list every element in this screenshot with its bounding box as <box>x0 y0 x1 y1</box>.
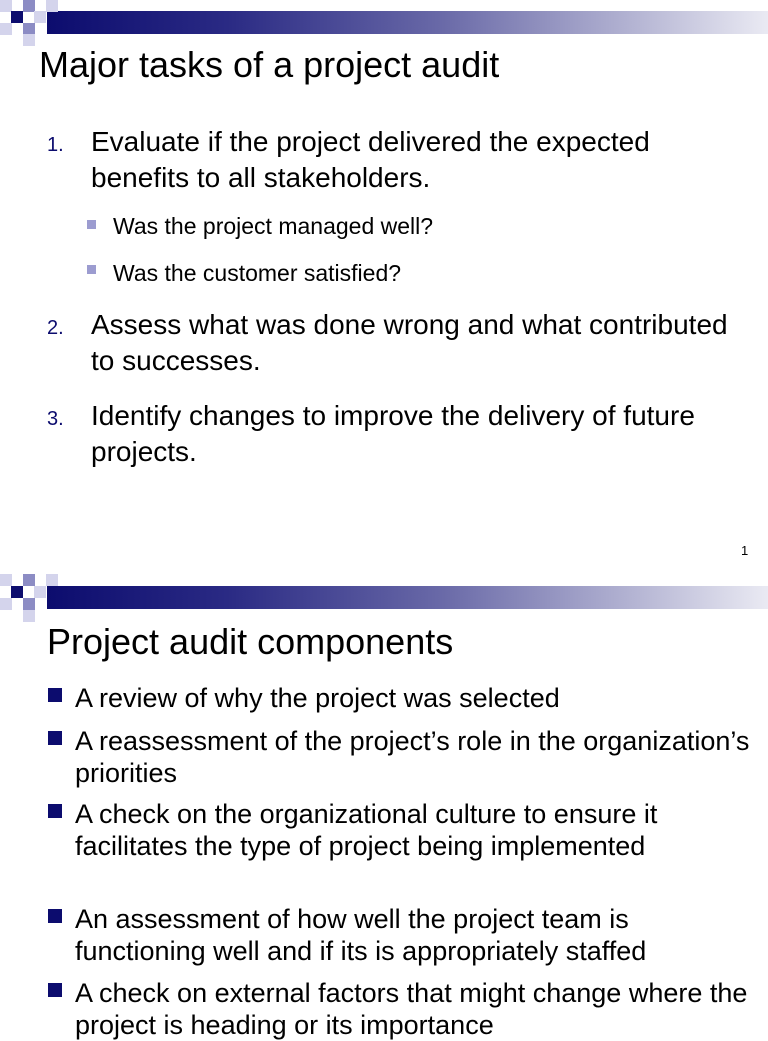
header-square <box>23 34 35 46</box>
numbered-item-text: Assess what was done wrong and what contributed to successes. <box>91 309 728 376</box>
header-square <box>0 23 12 35</box>
square-bullet-icon <box>48 688 62 702</box>
square-bullet-icon <box>87 220 96 229</box>
square-bullet-icon <box>48 909 62 923</box>
page-number: 1 <box>741 543 749 558</box>
numbered-item-text: Evaluate if the project delivered the expected benefits to all stakeholders. <box>91 126 650 193</box>
header-square <box>0 574 12 586</box>
list-number: 2. <box>47 317 64 339</box>
square-bullet-icon <box>48 983 62 997</box>
header-square <box>46 0 58 12</box>
header-gradient-bar <box>47 11 768 34</box>
sub-item-text: Was the project managed well? <box>113 213 434 239</box>
slide-2-title: Project audit components <box>47 621 454 662</box>
sub-item-text: Was the customer satisfied? <box>113 260 402 286</box>
header-gradient-bar <box>47 586 768 609</box>
slide-2-header-decoration <box>0 574 768 624</box>
bullet-text: A check on the organizational culture to ensure it facilitates the type of project being implemented <box>75 799 658 861</box>
slide-1-title: Major tasks of a project audit <box>39 44 500 85</box>
header-square <box>0 598 12 610</box>
numbered-item-text: Identify changes to improve the delivery of future projects. <box>91 400 695 467</box>
list-number: 1. <box>47 134 64 156</box>
header-square <box>23 610 35 622</box>
header-square <box>23 574 35 586</box>
slide-1-header-decoration <box>0 0 768 50</box>
bullet-text: A review of why the project was selected <box>75 683 560 713</box>
bullet-text: An assessment of how well the project team is functioning well and if its is appropriately staffed <box>75 904 647 966</box>
header-square <box>23 598 35 610</box>
square-bullet-icon <box>48 804 62 818</box>
bullet-text: A check on external factors that might change where the project is heading or its importance <box>75 978 748 1040</box>
header-square <box>34 11 46 23</box>
header-square <box>11 586 23 598</box>
square-bullet-icon <box>48 731 62 745</box>
list-number: 3. <box>47 408 64 430</box>
header-square <box>11 11 23 23</box>
square-bullet-icon <box>87 265 96 274</box>
header-square <box>34 586 46 598</box>
header-square <box>46 574 58 586</box>
bullet-text: A reassessment of the project’s role in the organization’s priorities <box>75 726 750 788</box>
